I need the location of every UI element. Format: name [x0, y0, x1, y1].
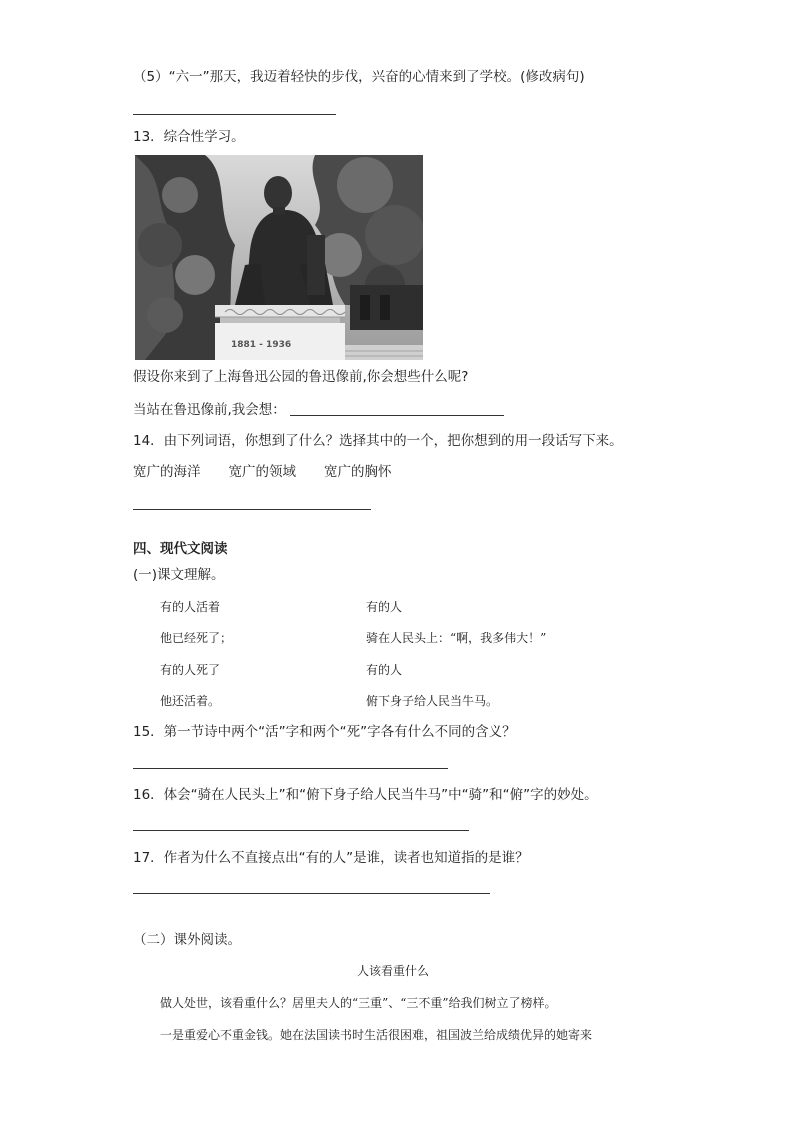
- section-4-sub1: (一)课文理解。: [133, 567, 225, 583]
- answer-line-13[interactable]: [290, 401, 504, 416]
- question-14-words: [133, 463, 392, 481]
- poem-left-4: 他还活着。: [160, 694, 221, 708]
- poem-right-3: 有的人: [366, 663, 403, 677]
- question-17: 17．作者为什么不直接点出“有的人”是谁，读者也知道指的是谁？: [133, 850, 529, 866]
- poem-right-4: 俯下身子给人民当牛马。: [366, 694, 499, 708]
- answer-line-15[interactable]: [133, 768, 448, 769]
- poem-right-2: 骑在人民头上：“啊，我多伟大！”: [366, 631, 547, 645]
- question-13-prompt-label: 当站在鲁迅像前,我会想：: [133, 402, 286, 418]
- poem-right-1: 有的人: [366, 600, 403, 614]
- poem-left-3: 有的人死了: [160, 663, 221, 677]
- word-2: 宽广的领域: [228, 464, 296, 480]
- article-line-2: 一是重爱心不重金钱。她在法国读书时生活很困难，祖国波兰给成绩优异的她寄来: [160, 1028, 593, 1042]
- question-15: 15．第一节诗中两个“活”字和两个“死”字各有什么不同的含义？: [133, 724, 516, 740]
- question-13-prompt: [133, 401, 504, 419]
- question-13-title: 13．综合性学习。: [133, 129, 245, 145]
- answer-line-14[interactable]: [133, 509, 371, 510]
- word-1: 宽广的海洋: [133, 464, 201, 480]
- question-12-5: （5）“六一”那天，我迈着轻快的步伐，兴奋的心情来到了学校。(修改病句): [133, 69, 585, 85]
- article-line-1: 做人处世，该看重什么？居里夫人的“三重”、“三不重”给我们树立了榜样。: [160, 996, 557, 1010]
- article-title: 人该看重什么: [357, 964, 430, 978]
- question-13-text: 假设你来到了上海鲁迅公园的鲁迅像前,你会想些什么呢?: [133, 369, 469, 385]
- lu-xun-statue-photo: [135, 155, 423, 360]
- poem-left-1: 有的人活着: [160, 600, 221, 614]
- poem-left-2: 他已经死了；: [160, 631, 233, 645]
- section-4-heading: 四、现代文阅读: [133, 541, 228, 557]
- answer-line-16[interactable]: [133, 830, 469, 831]
- word-3: 宽广的胸怀: [324, 464, 392, 480]
- question-14-title: 14．由下列词语，你想到了什么？选择其中的一个，把你想到的用一段话写下来。: [133, 433, 623, 449]
- question-16: 16．体会“骑在人民头上”和“俯下身子给人民当牛马”中“骑”和“俯”字的妙处。: [133, 787, 598, 803]
- answer-line-17[interactable]: [133, 893, 490, 894]
- section-4-sub2: （二）课外阅读。: [133, 932, 241, 948]
- answer-line-12-5[interactable]: [133, 114, 336, 115]
- statue-year-inscription: 1881 - 1936: [231, 340, 292, 350]
